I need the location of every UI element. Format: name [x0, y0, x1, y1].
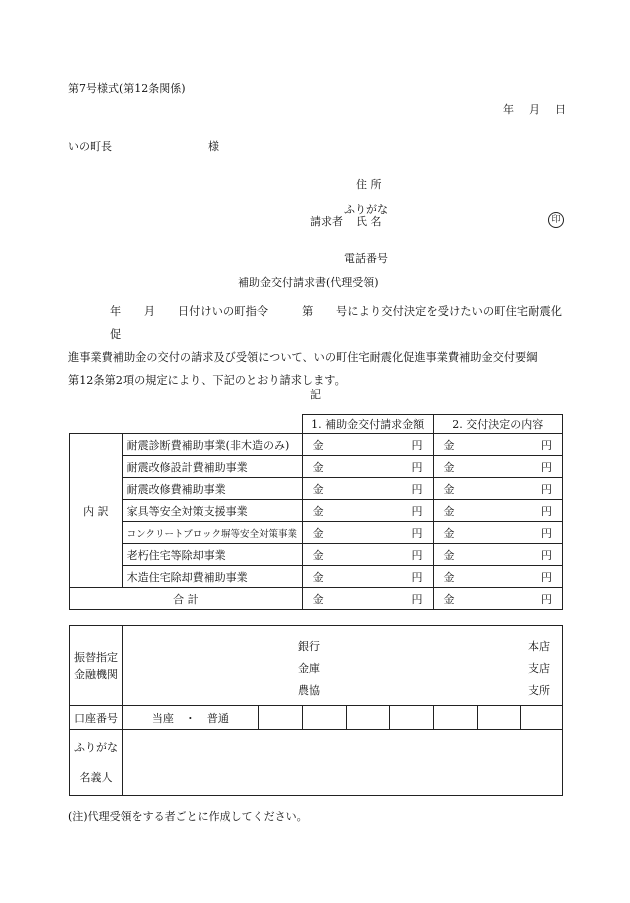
decision-cell[interactable]: 金 円	[433, 522, 563, 544]
bank-table	[69, 625, 563, 796]
total-decision-cell[interactable]: 金 円	[433, 588, 563, 610]
addressee: いの町長	[68, 140, 112, 153]
row-label: コンクリートブロック塀等安全対策事業	[122, 522, 302, 544]
ki-label: 記	[310, 388, 321, 401]
account-digit[interactable]	[258, 706, 302, 730]
account-digit[interactable]	[302, 706, 346, 730]
amount-cell[interactable]: 金 円	[302, 522, 433, 544]
account-digit[interactable]	[478, 706, 521, 730]
honorific: 様	[208, 140, 219, 153]
account-digit[interactable]	[346, 706, 390, 730]
row-label: 家具等安全対策支援事業	[122, 500, 302, 522]
body-text	[68, 300, 562, 392]
bank-name-field[interactable]	[123, 626, 563, 706]
account-digit[interactable]	[521, 706, 563, 730]
document-title: 補助金交付請求書(代理受領)	[238, 276, 379, 289]
amount-cell[interactable]: 金 円	[302, 566, 433, 588]
col2-header: 2. 交付決定の内容	[433, 415, 563, 434]
bank-label: 振替指定 金融機関	[70, 626, 123, 706]
holder-label: ふりがな 名義人	[70, 730, 123, 796]
amount-cell[interactable]: 金 円	[302, 456, 433, 478]
decision-cell[interactable]: 金 円	[433, 456, 563, 478]
account-number-label: 口座番号	[70, 706, 123, 730]
subsidy-table	[69, 414, 563, 610]
branch-type-3: 支所	[528, 684, 550, 697]
name-label: 氏 名	[356, 215, 382, 228]
account-type-choice[interactable]: 当座 ・ 普通	[123, 706, 259, 730]
applicant-prefix: 請求者	[310, 215, 343, 228]
col1-header: 1. 補助金交付請求金額	[302, 415, 433, 434]
decision-cell[interactable]: 金 円	[433, 478, 563, 500]
body-line-1: 年 月 日付けいの町指令 第 号により交付決定を受けたいの町住宅耐震化促	[110, 305, 562, 341]
address-label: 住 所	[356, 178, 382, 191]
form-id: 第7号様式(第12条関係)	[68, 82, 186, 95]
decision-cell[interactable]: 金 円	[433, 544, 563, 566]
amount-cell[interactable]: 金 円	[302, 544, 433, 566]
account-digit[interactable]	[434, 706, 478, 730]
row-label: 耐震改修費補助事業	[122, 478, 302, 500]
seal-mark: 印	[548, 212, 564, 228]
total-label: 合 計	[70, 588, 303, 610]
decision-cell[interactable]: 金 円	[433, 500, 563, 522]
holder-name-field[interactable]	[123, 730, 563, 796]
row-label: 耐震診断費補助事業(非木造のみ)	[122, 434, 302, 456]
amount-cell[interactable]: 金 円	[302, 478, 433, 500]
bank-type-3: 農協	[298, 684, 320, 697]
branch-type-1: 本店	[528, 640, 550, 653]
phone-label: 電話番号	[344, 252, 388, 265]
footnote: (注)代理受領をする者ごとに作成してください。	[68, 810, 308, 823]
body-line-3: 第12条第2項の規定により、下記のとおり請求します。	[68, 374, 346, 387]
decision-cell[interactable]: 金 円	[433, 434, 563, 456]
bank-type-2: 金庫	[298, 662, 320, 675]
amount-cell[interactable]: 金 円	[302, 500, 433, 522]
account-digit[interactable]	[390, 706, 434, 730]
total-amount-cell[interactable]: 金 円	[302, 588, 433, 610]
amount-cell[interactable]: 金 円	[302, 434, 433, 456]
breakdown-label: 内 訳	[70, 434, 123, 588]
row-label: 木造住宅除却費補助事業	[122, 566, 302, 588]
furigana-label: ふりがな	[344, 203, 388, 216]
date-label: 年 月 日	[503, 103, 568, 116]
bank-type-1: 銀行	[298, 640, 320, 653]
body-line-2: 進事業費補助金の交付の請求及び受領について、いの町住宅耐震化促進事業費補助金交付要綱	[68, 351, 538, 364]
row-label: 老朽住宅等除却事業	[122, 544, 302, 566]
branch-type-2: 支店	[528, 662, 550, 675]
decision-cell[interactable]: 金 円	[433, 566, 563, 588]
row-label: 耐震改修設計費補助事業	[122, 456, 302, 478]
